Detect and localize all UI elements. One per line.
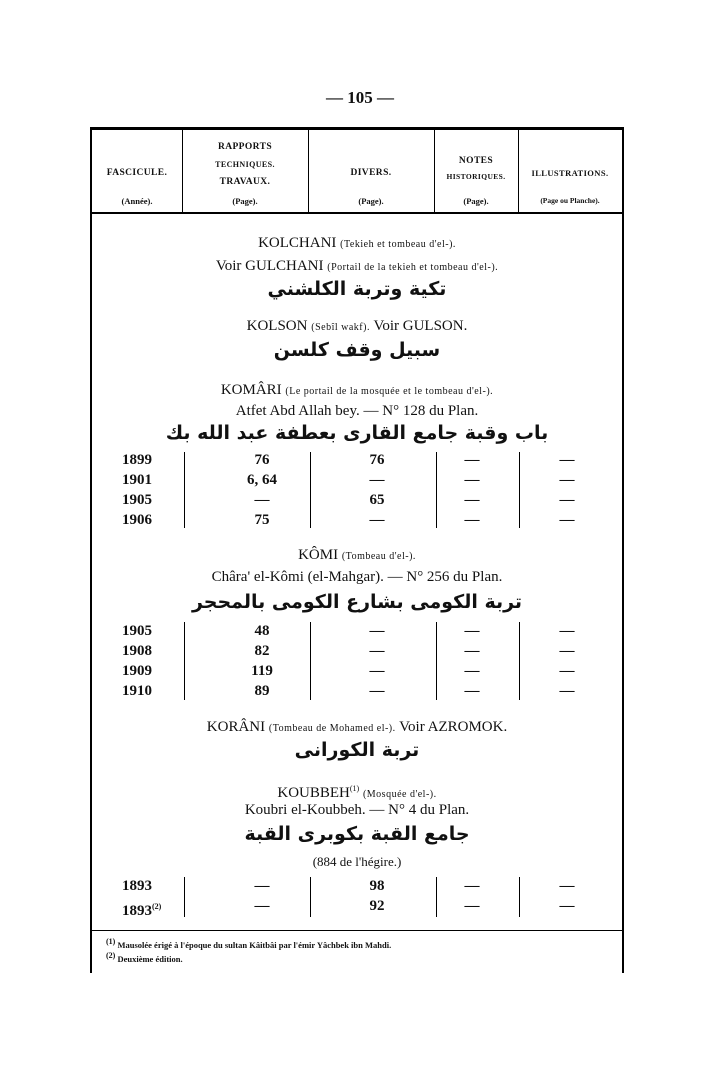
cell-year-note-mark: (2): [152, 902, 162, 911]
cell-rapports: 6, 64: [247, 472, 277, 488]
entry-komari-arabic: باب وقبة جامع القارى بعطفة عبد الله بك: [165, 422, 549, 444]
col-illustrations-label: ILLUSTRATIONS.: [531, 168, 609, 178]
table-row: [92, 450, 622, 471]
entry-komari-name: KOMÂRI: [220, 382, 282, 398]
entry-koubbeh-arabic: جامع القبة بكوبرى القبة: [244, 823, 470, 845]
col-fascicule: [92, 130, 183, 212]
cell-illustrations: —: [559, 472, 575, 488]
col-rapports-label-2: TECHNIQUES.: [215, 160, 275, 169]
table-row: [92, 641, 622, 662]
entry-koubbeh-location: Koubri el-Koubbeh. — N° 4 du Plan.: [244, 802, 470, 818]
cell-rapports: —: [254, 492, 270, 508]
footnote-2-text: Deuxième édition.: [117, 953, 183, 964]
cell-divers: —: [369, 683, 385, 699]
cell-notes: —: [464, 492, 480, 508]
entry-koubbeh-desc: (Mosquée d'el-).: [362, 789, 437, 800]
col-rapports: [182, 130, 309, 212]
entry-kolson-desc: (Sebîl wakf).: [311, 322, 370, 333]
cell-divers: —: [369, 623, 385, 639]
cell-notes: —: [464, 663, 480, 679]
entry-kolson-name: KOLSON: [246, 318, 308, 334]
col-divers-sub: (Page).: [358, 196, 384, 206]
entry-koubbeh-note-mark: (1): [349, 784, 360, 793]
cell-notes: —: [464, 683, 480, 699]
entry-korani-see: Voir AZROMOK.: [399, 719, 508, 735]
footnote-1: [106, 936, 391, 951]
cell-year: 1908: [122, 643, 152, 659]
index-table: [90, 127, 624, 973]
cell-rapports: 119: [251, 663, 273, 679]
col-rapports-sub: (Page).: [232, 196, 258, 206]
entry-komi-desc: (Tombeau d'el-).: [341, 551, 416, 562]
table-header: [92, 130, 622, 214]
cell-notes: —: [464, 452, 480, 468]
entry-kolchani-see-prefix: Voir GULCHANI: [215, 258, 324, 274]
entry-kolchani-see-desc: (Portail de la tekieh et tombeau d'el-).: [327, 262, 499, 273]
entry-korani-desc: (Tombeau de Mohamed el-).: [268, 723, 396, 734]
entry-komi-title: [92, 545, 622, 567]
cell-divers: —: [369, 472, 385, 488]
cell-illustrations: —: [559, 623, 575, 639]
entry-komi-arabic: تربة الكومى بشارع الكومى بالمحجر: [191, 591, 523, 613]
cell-rapports: 82: [254, 643, 270, 659]
col-notes-sub: (Page).: [463, 196, 489, 206]
cell-illustrations: —: [559, 683, 575, 699]
cell-illustrations: —: [559, 663, 575, 679]
cell-divers: —: [369, 663, 385, 679]
page-number: — 105 —: [326, 88, 394, 107]
table-row: [92, 490, 622, 511]
cell-illustrations: —: [559, 878, 575, 894]
cell-notes: —: [464, 623, 480, 639]
cell-rapports: —: [254, 898, 270, 914]
col-notes-label-1: NOTES: [458, 156, 494, 166]
cell-year: 1905: [122, 492, 152, 508]
col-fascicule-label: FASCICULE.: [106, 168, 168, 178]
col-divers-label: DIVERS.: [350, 168, 392, 178]
cell-year: 1899: [122, 452, 152, 468]
footnote-2: [106, 950, 183, 965]
footnote-2-mark: (2): [106, 951, 116, 960]
cell-illustrations: —: [559, 643, 575, 659]
entry-kolchani-title: [92, 233, 622, 255]
table-row: [92, 661, 622, 682]
cell-notes: —: [464, 878, 480, 894]
cell-divers: —: [369, 512, 385, 528]
cell-year: 1901: [122, 472, 152, 488]
entry-korani-title: [92, 717, 622, 739]
cell-divers: 76: [369, 452, 385, 468]
cell-divers: 65: [369, 492, 385, 508]
entry-kolson-see: Voir GULSON.: [373, 318, 468, 334]
cell-year: 1906: [122, 512, 152, 528]
entry-komari-desc: (Le portail de la mosquée et le tombeau d'el-).: [285, 386, 494, 397]
cell-notes: —: [464, 643, 480, 659]
entry-kolchani-arabic: تكية وتربة الكلشني: [267, 278, 447, 300]
col-rapports-label-3: TRAVAUX.: [219, 177, 271, 187]
entry-kolson-arabic: سبيل وقف كلسن: [273, 339, 441, 361]
cell-notes: —: [464, 512, 480, 528]
cell-rapports: —: [254, 878, 270, 894]
entry-kolchani-see: [92, 256, 622, 278]
cell-notes: —: [464, 472, 480, 488]
table-row: [92, 470, 622, 491]
cell-year-value: 1893: [122, 903, 152, 919]
cell-divers: 92: [369, 898, 385, 914]
col-illustrations: [518, 130, 622, 212]
cell-rapports: 48: [254, 623, 270, 639]
table-row: [92, 510, 622, 531]
entry-komari-title: [92, 380, 622, 402]
cell-notes: —: [464, 898, 480, 914]
entry-koubbeh-name: KOUBBEH: [277, 785, 350, 801]
cell-illustrations: —: [559, 512, 575, 528]
cell-illustrations: —: [559, 898, 575, 914]
col-notes: [434, 130, 519, 212]
entry-korani-arabic: تربة الكورانى: [294, 739, 420, 761]
entry-kolchani-desc: (Tekieh et tombeau d'el-).: [340, 239, 456, 250]
footnote-1-mark: (1): [106, 937, 116, 946]
cell-year: 1905: [122, 623, 152, 639]
cell-rapports: 75: [254, 512, 270, 528]
cell-rapports: 89: [254, 683, 270, 699]
footnote-1-text: Mausolée érigé à l'époque du sultan Kâitbâi par l'émir Yâchbek ibn Mahdi.: [117, 939, 392, 950]
cell-divers: 98: [369, 878, 385, 894]
cell-year: 1909: [122, 663, 152, 679]
table-row: [92, 876, 622, 897]
entry-koubbeh-hegire: (884 de l'hégire.): [312, 854, 402, 869]
col-illustrations-sub: (Page ou Planche).: [540, 196, 600, 205]
table-row: [92, 621, 622, 642]
table-row: [92, 896, 622, 917]
col-fascicule-sub: (Année).: [121, 196, 153, 206]
cell-year: 1910: [122, 683, 152, 699]
cell-illustrations: —: [559, 452, 575, 468]
cell-year: [122, 896, 161, 922]
cell-divers: —: [369, 643, 385, 659]
col-rapports-label-1: RAPPORTS: [217, 142, 273, 152]
entry-kolson-title: [92, 316, 622, 338]
col-divers: [308, 130, 435, 212]
footnote-rule: [92, 930, 622, 931]
entry-komi-location: Châra' el-Kômi (el-Mahgar). — N° 256 du Plan.: [211, 569, 503, 585]
table-row: [92, 681, 622, 702]
col-notes-label-2: HISTORIQUES.: [446, 172, 506, 181]
cell-illustrations: —: [559, 492, 575, 508]
entry-komari-location: Atfet Abd Allah bey. — N° 128 du Plan.: [235, 403, 479, 419]
cell-year: 1893: [122, 878, 152, 894]
entry-komi-name: KÔMI: [298, 547, 339, 563]
entry-kolchani-name: KOLCHANI: [258, 235, 337, 251]
cell-rapports: 76: [254, 452, 270, 468]
entry-korani-name: KORÂNI: [206, 719, 266, 735]
